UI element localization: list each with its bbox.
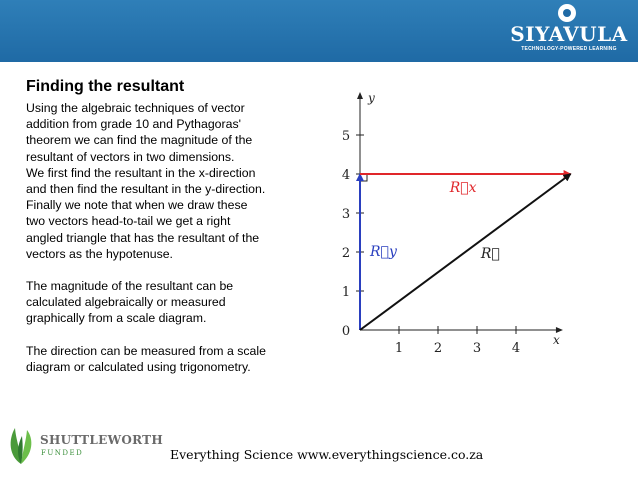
x-axis-label: x <box>552 333 560 347</box>
footer-site-text: Everything Science www.everythingscience.co.za <box>170 447 484 462</box>
text-line: vectors as the hypotenuse. <box>26 246 173 261</box>
y-tick-label: 2 <box>341 246 351 261</box>
vector-rx-label: R⃗x <box>449 180 477 196</box>
y-tick-label: 3 <box>341 207 351 222</box>
y-tick-label: 4 <box>341 168 351 183</box>
x-tick-label: 4 <box>511 341 521 356</box>
y-tick-label: 1 <box>341 285 351 300</box>
slide-body <box>26 100 318 375</box>
y-axis-arrow <box>357 92 363 99</box>
text-line: Finally we note that when we draw these <box>26 198 248 213</box>
brand-name: SIYAVULA <box>510 22 628 46</box>
vector-ry-label: R⃗y <box>370 244 397 260</box>
text-line: addition from grade 10 and Pythagoras' <box>26 117 241 132</box>
text-line: calculated algebraically or measured <box>26 295 226 310</box>
text-line: graphically from a scale diagram. <box>26 311 207 326</box>
text-line: diagram or calculated using trigonometry. <box>26 359 251 374</box>
y-tick-label: 5 <box>341 129 351 144</box>
header-banner <box>0 0 638 62</box>
sponsor-sub: FUNDED <box>41 449 84 457</box>
text-line: The direction can be measured from a scale <box>26 343 266 358</box>
x-tick-label: 3 <box>472 341 482 356</box>
right-angle-marker <box>360 174 367 181</box>
shuttleworth-logo[interactable] <box>6 424 164 468</box>
text-line: The magnitude of the resultant can be <box>26 279 234 294</box>
text-line: angled triangle that has the resultant of the <box>26 230 260 245</box>
slide-title: Finding the resultant <box>26 78 185 95</box>
x-tick-label: 1 <box>394 341 404 356</box>
siyavula-logo[interactable] <box>510 2 628 58</box>
text-line: resultant of vectors in two dimensions. <box>26 149 235 164</box>
text-line: Using the algebraic techniques of vector <box>26 101 245 115</box>
text-line: theorem we can find the magnitude of the <box>26 133 253 148</box>
y-axis-label: y <box>368 90 375 105</box>
sponsor-name: SHUTTLEWORTH <box>40 433 164 447</box>
y-tick-label: 0 <box>341 324 351 339</box>
text-line: and then find the resultant in the y-direction. <box>26 182 266 197</box>
brand-tagline: TECHNOLOGY-POWERED LEARNING <box>521 46 617 52</box>
vector-r-label: R⃗ <box>480 246 500 262</box>
vector-diagram <box>330 88 560 358</box>
globe-icon <box>558 4 576 22</box>
text-line: two vectors head-to-tail we get a right <box>26 214 231 229</box>
x-tick-label: 2 <box>433 341 443 356</box>
leaf-icon <box>6 424 36 466</box>
text-line: We first find the resultant in the x-direction <box>26 165 256 180</box>
